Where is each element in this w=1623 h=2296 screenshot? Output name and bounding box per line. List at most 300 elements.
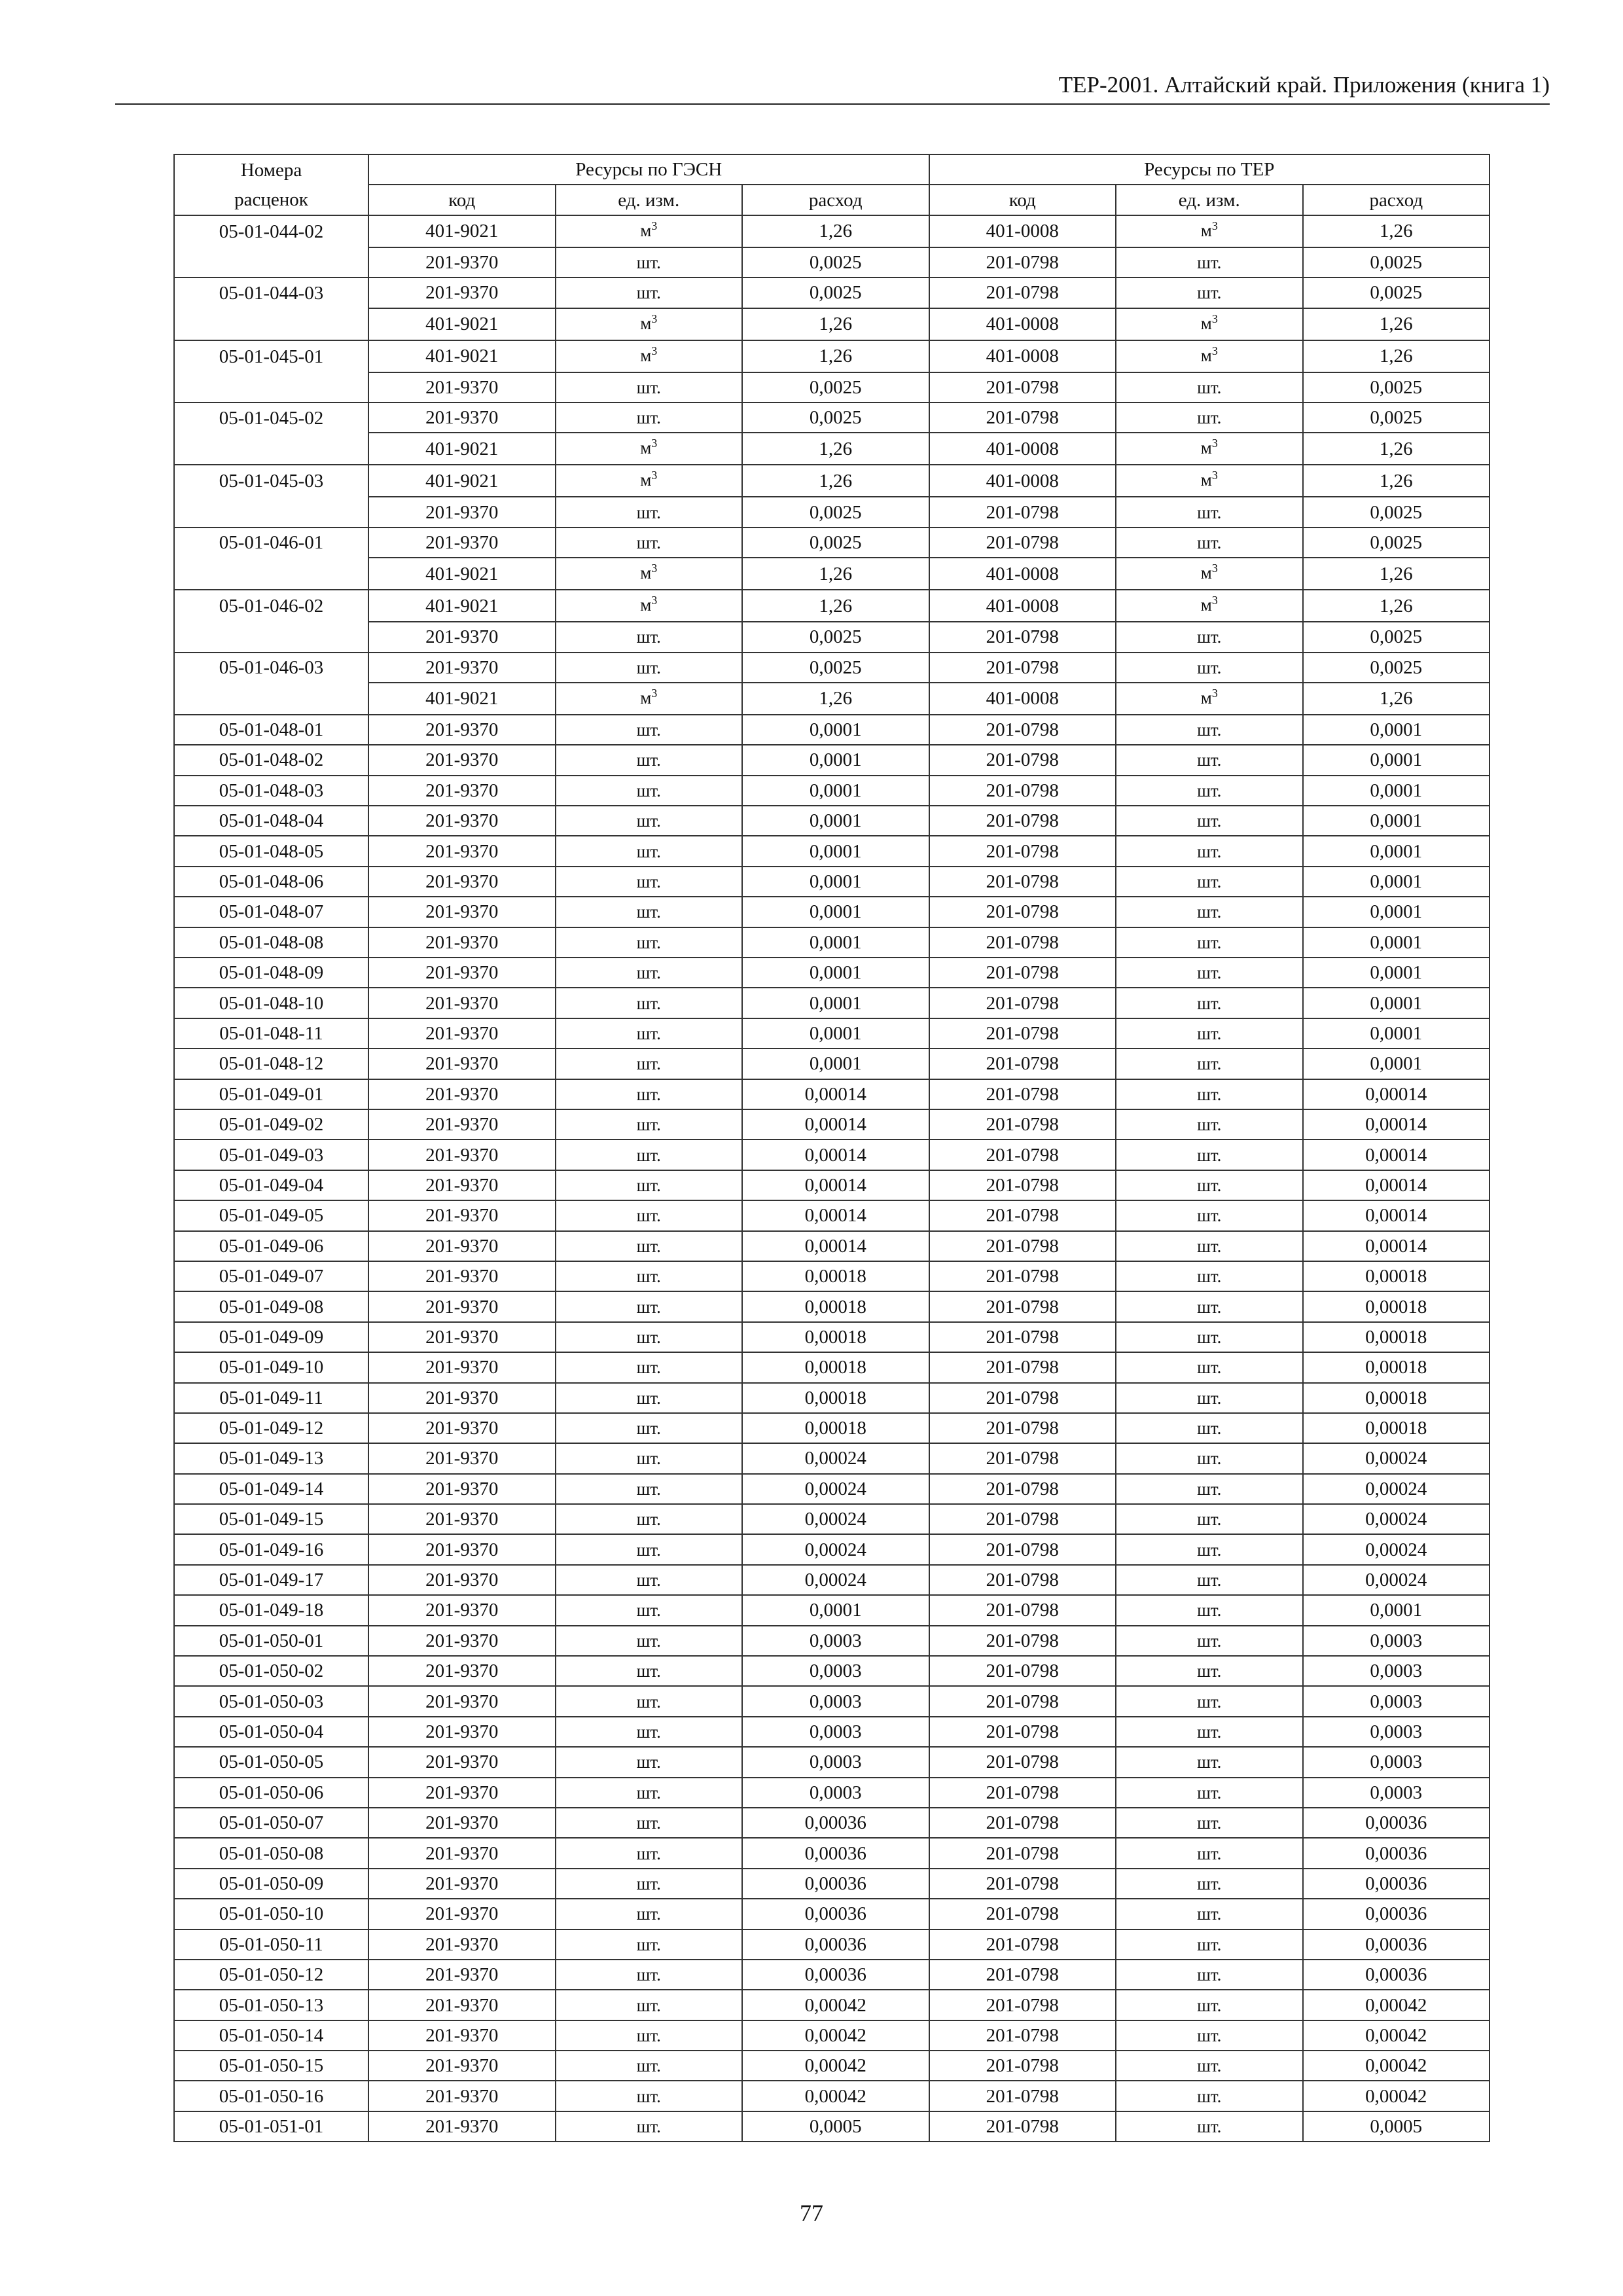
gesn-unit-cell xyxy=(556,867,743,897)
rate-number-cell-text: 05-01-048-07 xyxy=(219,901,324,923)
gesn-unit-cell-text: шт. xyxy=(636,780,661,800)
table-row xyxy=(174,1929,1489,1960)
rate-number-cell-text: 05-01-046-03 xyxy=(219,657,324,679)
gesn-consumption-cell xyxy=(742,1079,929,1109)
gesn-consumption-cell-text: 0,0003 xyxy=(809,1751,862,1773)
gesn-consumption-cell-text: 0,00018 xyxy=(804,1266,866,1287)
gesn-unit-cell xyxy=(556,622,743,652)
gesn-code-cell-text: 201-9370 xyxy=(425,1174,499,1196)
gesn-unit-cell xyxy=(556,403,743,433)
gesn-code-cell-text: 201-9370 xyxy=(425,780,499,801)
gesn-consumption-cell-text: 1,26 xyxy=(819,346,853,367)
rate-number-cell xyxy=(174,745,368,775)
ter-unit-cell xyxy=(1116,1079,1303,1109)
gesn-consumption-cell xyxy=(742,653,929,683)
gesn-consumption-cell-text: 0,00018 xyxy=(804,1296,866,1318)
ter-unit-cell xyxy=(1116,1929,1303,1960)
rate-number-cell-text: 05-01-050-08 xyxy=(219,1842,324,1864)
ter-code-cell xyxy=(929,1291,1116,1321)
ter-code-cell-text: 201-0798 xyxy=(986,501,1059,523)
ter-code-cell-text: 201-0798 xyxy=(986,1782,1059,1803)
table-row xyxy=(174,1656,1489,1686)
gesn-consumption-cell xyxy=(742,590,929,622)
rate-number-cell-text: 05-01-045-01 xyxy=(219,346,324,367)
rate-number-cell xyxy=(174,308,368,340)
ter-code-cell-text: 201-0798 xyxy=(986,2024,1059,2046)
gesn-consumption-cell-text: 0,00036 xyxy=(804,1812,866,1834)
ter-unit-cell-text: шт. xyxy=(1197,811,1222,831)
rate-number-cell-text: 05-01-048-03 xyxy=(219,780,324,801)
ter-unit-cell-text: шт. xyxy=(1197,408,1222,428)
gesn-code-cell xyxy=(368,1109,556,1139)
ter-code-cell-text: 201-0798 xyxy=(986,1387,1059,1408)
gesn-consumption-cell xyxy=(742,1049,929,1079)
ter-code-cell xyxy=(929,1079,1116,1109)
ter-consumption-cell-text: 0,00036 xyxy=(1365,1873,1427,1894)
gesn-code-cell xyxy=(368,988,556,1018)
ter-consumption-cell-text: 0,00036 xyxy=(1365,1964,1427,1986)
gesn-code-cell xyxy=(368,2020,556,2051)
resources-table xyxy=(173,154,1490,2142)
gesn-code-cell-text: 201-9370 xyxy=(425,1387,499,1408)
gesn-code-cell xyxy=(368,1656,556,1686)
rate-number-cell-text: 05-01-044-02 xyxy=(219,221,324,242)
ter-consumption-cell-text: 1,26 xyxy=(1379,595,1413,617)
gesn-code-cell-text: 201-9370 xyxy=(425,1205,499,1227)
rate-number-cell xyxy=(174,1413,368,1443)
rate-number-cell-text: 05-01-049-11 xyxy=(219,1387,323,1408)
ter-unit-cell-text: м xyxy=(1200,313,1212,333)
ter-unit-cell xyxy=(1116,1899,1303,1929)
ter-unit-cell-text: шт. xyxy=(1197,902,1222,922)
rate-number-cell xyxy=(174,653,368,683)
table-row xyxy=(174,1079,1489,1109)
header-row-groups xyxy=(174,154,1489,185)
ter-consumption-cell-text: 0,00018 xyxy=(1365,1296,1427,1318)
gesn-code-cell xyxy=(368,433,556,465)
gesn-code-cell xyxy=(368,1504,556,1534)
ter-code-cell-text: 401-0008 xyxy=(986,346,1059,367)
ter-unit-cell xyxy=(1116,1322,1303,1352)
gesn-consumption-cell xyxy=(742,1200,929,1230)
gesn-code-cell xyxy=(368,465,556,497)
gesn-consumption-cell xyxy=(742,1504,929,1534)
unit-exponent: 3 xyxy=(651,686,658,700)
gesn-code-cell xyxy=(368,1990,556,2020)
table-row xyxy=(174,1869,1489,1899)
rate-number-cell xyxy=(174,1626,368,1656)
ter-unit-cell-text: шт. xyxy=(1197,1934,1222,1954)
ter-unit-cell xyxy=(1116,897,1303,927)
rate-number-cell xyxy=(174,1534,368,1564)
ter-code-cell-text: 201-0798 xyxy=(986,1873,1059,1894)
gesn-code-cell-text: 401-9021 xyxy=(425,470,499,492)
table-row xyxy=(174,622,1489,652)
gesn-code-cell xyxy=(368,497,556,527)
ter-consumption-cell xyxy=(1303,2081,1490,2111)
ter-code-cell xyxy=(929,1656,1116,1686)
running-header-title: ТЕР-2001. Алтайский край. Приложения (книга 1) xyxy=(1058,72,1550,98)
gesn-unit-cell xyxy=(556,897,743,927)
ter-unit-cell-text: шт. xyxy=(1197,1145,1222,1165)
gesn-code-cell-text: 201-9370 xyxy=(425,962,499,984)
ter-code-cell xyxy=(929,1018,1116,1049)
gesn-code-cell xyxy=(368,622,556,652)
rate-number-cell xyxy=(174,867,368,897)
gesn-consumption-cell-text: 0,00014 xyxy=(804,1083,866,1105)
ter-code-cell-text: 201-0798 xyxy=(986,1478,1059,1499)
ter-code-cell-text: 201-0798 xyxy=(986,2055,1059,2077)
ter-consumption-cell-text: 0,00024 xyxy=(1365,1539,1427,1560)
ter-code-cell xyxy=(929,1686,1116,1716)
gesn-code-cell xyxy=(368,715,556,745)
table-row xyxy=(174,683,1489,715)
ter-consumption-cell xyxy=(1303,1413,1490,1443)
ter-code-cell-text: 201-0798 xyxy=(986,840,1059,862)
ter-code-cell xyxy=(929,497,1116,527)
gesn-unit-cell xyxy=(556,1079,743,1109)
rate-number-cell-text: 05-01-049-17 xyxy=(219,1570,324,1591)
table-row xyxy=(174,836,1489,866)
ter-consumption-cell-text: 1,26 xyxy=(1379,563,1413,584)
ter-code-cell-text: 201-0798 xyxy=(986,1266,1059,1287)
rate-number-cell-text: 05-01-048-12 xyxy=(219,1053,324,1075)
gesn-unit-cell xyxy=(556,1990,743,2020)
gesn-unit-cell-text: шт. xyxy=(636,720,661,740)
table-row xyxy=(174,1747,1489,1777)
ter-code-cell-text: 201-0798 xyxy=(986,1570,1059,1591)
gesn-consumption-cell xyxy=(742,433,929,465)
ter-unit-cell-text: м xyxy=(1200,563,1212,583)
gesn-unit-cell xyxy=(556,1686,743,1716)
unit-exponent: 3 xyxy=(651,344,658,357)
gesn-code-cell xyxy=(368,1474,556,1504)
gesn-unit-cell-text: шт. xyxy=(636,1236,661,1256)
rate-number-cell-text: 05-01-049-10 xyxy=(219,1357,324,1378)
ter-unit-cell-text: шт. xyxy=(1197,2086,1222,2106)
gesn-code-cell-text: 201-9370 xyxy=(425,1721,499,1742)
table-row xyxy=(174,1170,1489,1200)
gesn-unit-cell xyxy=(556,1717,743,1747)
gesn-consumption-cell xyxy=(742,988,929,1018)
gesn-consumption-cell-text: 0,0001 xyxy=(809,962,862,984)
ter-code-cell xyxy=(929,308,1116,340)
rate-number-cell xyxy=(174,927,368,958)
ter-consumption-cell xyxy=(1303,1139,1490,1170)
table-row xyxy=(174,2020,1489,2051)
rate-number-cell xyxy=(174,497,368,527)
rate-number-cell xyxy=(174,215,368,247)
ter-code-cell xyxy=(929,215,1116,247)
gesn-unit-cell-text: шт. xyxy=(636,1752,661,1772)
gesn-unit-cell xyxy=(556,247,743,278)
table-row xyxy=(174,403,1489,433)
ter-code-cell xyxy=(929,2051,1116,2081)
rate-number-cell-text: 05-01-046-01 xyxy=(219,532,324,554)
gesn-code-cell-text: 201-9370 xyxy=(425,1235,499,1257)
ter-code-cell xyxy=(929,1899,1116,1929)
gesn-code-cell xyxy=(368,1960,556,1990)
table-row xyxy=(174,2051,1489,2081)
gesn-code-cell-text: 201-9370 xyxy=(425,656,499,678)
gesn-unit-cell-text: шт. xyxy=(636,1661,661,1681)
gesn-code-cell-text: 201-9370 xyxy=(425,1539,499,1560)
gesn-consumption-cell-text: 0,00036 xyxy=(804,1873,866,1894)
gesn-consumption-cell-text: 0,0025 xyxy=(809,251,862,273)
table-row xyxy=(174,1565,1489,1595)
gesn-code-cell xyxy=(368,528,556,558)
ter-consumption-cell xyxy=(1303,867,1490,897)
gesn-consumption-cell-text: 0,0001 xyxy=(809,901,862,923)
rate-number-cell xyxy=(174,1778,368,1808)
gesn-code-cell xyxy=(368,1626,556,1656)
ter-consumption-cell-text: 0,00018 xyxy=(1365,1326,1427,1348)
ter-consumption-cell xyxy=(1303,1352,1490,1382)
gesn-unit-cell-text: шт. xyxy=(636,1509,661,1530)
ter-unit-cell-text: м xyxy=(1200,345,1212,365)
gesn-code-cell-text: 201-9370 xyxy=(425,1873,499,1894)
gesn-consumption-cell-text: 0,00014 xyxy=(804,1174,866,1196)
gesn-unit-cell xyxy=(556,1170,743,1200)
rate-number-cell-text: 05-01-046-02 xyxy=(219,596,324,617)
ter-consumption-cell-text: 0,0003 xyxy=(1370,1691,1423,1712)
ter-consumption-cell xyxy=(1303,372,1490,403)
ter-code-cell xyxy=(929,1352,1116,1382)
unit-exponent: 3 xyxy=(651,594,658,607)
ter-unit-cell xyxy=(1116,433,1303,465)
ter-code-cell xyxy=(929,528,1116,558)
header-rule xyxy=(115,103,1550,105)
gesn-code-cell xyxy=(368,372,556,403)
ter-code-cell-text: 201-0798 xyxy=(986,901,1059,923)
ter-unit-cell-text: шт. xyxy=(1197,657,1222,677)
gesn-consumption-cell xyxy=(742,1139,929,1170)
ter-unit-cell-text: шт. xyxy=(1197,1236,1222,1256)
ter-consumption-cell-text: 0,00014 xyxy=(1365,1235,1427,1257)
ter-unit-cell-text: шт. xyxy=(1197,1843,1222,1863)
rate-number-cell-text: 05-01-048-02 xyxy=(219,749,324,771)
gesn-unit-cell-text: шт. xyxy=(636,1297,661,1317)
ter-unit-cell xyxy=(1116,1109,1303,1139)
ter-unit-cell-text: шт. xyxy=(1197,993,1222,1013)
gesn-code-cell-text: 201-9370 xyxy=(425,1600,499,1621)
ter-consumption-cell-text: 0,0025 xyxy=(1370,626,1423,648)
unit-exponent: 3 xyxy=(1211,562,1218,575)
ter-consumption-cell-text: 0,0025 xyxy=(1370,656,1423,678)
gesn-consumption-cell xyxy=(742,1717,929,1747)
unit-exponent: 3 xyxy=(1211,594,1218,607)
gesn-unit-cell xyxy=(556,1929,743,1960)
unit-exponent: 3 xyxy=(1211,344,1218,357)
rate-number-cell xyxy=(174,403,368,433)
gesn-code-cell-text: 201-9370 xyxy=(425,251,499,273)
gesn-code-cell-text: 201-9370 xyxy=(425,626,499,648)
ter-code-cell xyxy=(929,1990,1116,2020)
rate-number-cell xyxy=(174,247,368,278)
ter-code-cell xyxy=(929,1869,1116,1899)
ter-unit-cell xyxy=(1116,776,1303,806)
ter-unit-cell-text: м xyxy=(1200,438,1212,458)
ter-unit-cell-text: шт. xyxy=(1197,252,1222,272)
rate-number-cell xyxy=(174,1565,368,1595)
table-row xyxy=(174,653,1489,683)
gesn-consumption-cell-text: 1,26 xyxy=(819,470,853,492)
ter-consumption-cell-text: 0,00014 xyxy=(1365,1144,1427,1166)
gesn-unit-cell-text: м xyxy=(640,220,652,240)
gesn-code-cell xyxy=(368,806,556,836)
gesn-code-cell xyxy=(368,1899,556,1929)
rate-number-cell xyxy=(174,1929,368,1960)
ter-consumption-cell xyxy=(1303,622,1490,652)
ter-unit-cell xyxy=(1116,1443,1303,1473)
ter-unit-cell xyxy=(1116,528,1303,558)
ter-unit-cell-text: шт. xyxy=(1197,1873,1222,1893)
unit-exponent: 3 xyxy=(1211,219,1218,232)
rate-number-cell xyxy=(174,1109,368,1139)
ter-code-cell-text: 201-0798 xyxy=(986,1114,1059,1136)
gesn-consumption-cell xyxy=(742,958,929,988)
table-row xyxy=(174,308,1489,340)
gesn-unit-cell-text: шт. xyxy=(636,1175,661,1195)
gesn-code-cell xyxy=(368,1079,556,1109)
ter-code-cell xyxy=(929,1595,1116,1625)
ter-unit-cell-text: шт. xyxy=(1197,502,1222,522)
ter-code-cell-text: 201-0798 xyxy=(986,871,1059,893)
gesn-code-cell-text: 401-9021 xyxy=(425,314,499,335)
ter-code-cell xyxy=(929,776,1116,806)
rate-number-cell xyxy=(174,958,368,988)
gesn-consumption-cell xyxy=(742,867,929,897)
ter-unit-cell-text: шт. xyxy=(1197,1175,1222,1195)
ter-unit-cell xyxy=(1116,683,1303,715)
ter-code-cell xyxy=(929,958,1116,988)
ter-unit-cell xyxy=(1116,1474,1303,1504)
ter-code-cell xyxy=(929,897,1116,927)
rate-number-cell-text: 05-01-048-05 xyxy=(219,840,324,862)
ter-consumption-cell-text: 0,00018 xyxy=(1365,1418,1427,1439)
ter-unit-cell xyxy=(1116,1139,1303,1170)
ter-code-cell-text: 201-0798 xyxy=(986,1903,1059,1925)
ter-code-cell xyxy=(929,1838,1116,1868)
rate-number-cell xyxy=(174,590,368,622)
ter-code-cell xyxy=(929,988,1116,1018)
gesn-code-cell-text: 201-9370 xyxy=(425,1964,499,1986)
ter-consumption-cell xyxy=(1303,897,1490,927)
gesn-unit-cell-text: м xyxy=(640,470,652,490)
gesn-consumption-cell-text: 0,0001 xyxy=(809,749,862,771)
ter-unit-cell-text: шт. xyxy=(1197,963,1222,983)
rate-number-cell xyxy=(174,1139,368,1170)
rate-number-cell xyxy=(174,806,368,836)
ter-consumption-cell xyxy=(1303,745,1490,775)
ter-unit-cell-text: шт. xyxy=(1197,1084,1222,1104)
gesn-consumption-cell-text: 1,26 xyxy=(819,595,853,617)
rate-number-cell-text: 05-01-051-01 xyxy=(219,2116,324,2138)
gesn-unit-cell-text: шт. xyxy=(636,1873,661,1893)
gesn-consumption-cell-text: 0,0025 xyxy=(809,531,862,553)
gesn-unit-cell xyxy=(556,1595,743,1625)
ter-unit-cell xyxy=(1116,1383,1303,1413)
ter-consumption-cell xyxy=(1303,1291,1490,1321)
ter-unit-cell xyxy=(1116,653,1303,683)
ter-consumption-cell xyxy=(1303,1109,1490,1139)
rate-number-cell-text: 05-01-049-07 xyxy=(219,1266,324,1287)
gesn-consumption-cell xyxy=(742,1929,929,1960)
ter-code-cell-text: 201-0798 xyxy=(986,1812,1059,1834)
rate-number-cell-text: 05-01-048-10 xyxy=(219,992,324,1014)
rate-number-cell-text: 05-01-049-02 xyxy=(219,1114,324,1136)
ter-code-cell xyxy=(929,1565,1116,1595)
rate-number-cell-text: 05-01-050-15 xyxy=(219,2055,324,2077)
ter-consumption-cell xyxy=(1303,1990,1490,2020)
unit-exponent: 3 xyxy=(1211,686,1218,700)
gesn-code-cell-text: 201-9370 xyxy=(425,1053,499,1075)
gesn-consumption-cell xyxy=(742,836,929,866)
gesn-unit-cell-text: шт. xyxy=(636,1630,661,1651)
table-row xyxy=(174,1352,1489,1382)
rate-number-cell xyxy=(174,1049,368,1079)
header-ter-resources: Ресурсы по ТЕР xyxy=(929,154,1490,185)
rate-number-cell xyxy=(174,1079,368,1109)
rate-number-cell xyxy=(174,1899,368,1929)
table-row xyxy=(174,1534,1489,1564)
gesn-unit-cell-text: шт. xyxy=(636,1084,661,1104)
rate-number-cell-text: 05-01-050-03 xyxy=(219,1691,324,1712)
gesn-code-cell xyxy=(368,558,556,590)
ter-unit-cell-text: шт. xyxy=(1197,1600,1222,1621)
ter-consumption-cell xyxy=(1303,1747,1490,1777)
gesn-code-cell xyxy=(368,2051,556,2081)
ter-unit-cell xyxy=(1116,2020,1303,2051)
gesn-unit-cell xyxy=(556,1413,743,1443)
rate-number-cell xyxy=(174,622,368,652)
ter-code-cell xyxy=(929,1808,1116,1838)
ter-consumption-cell-text: 0,0025 xyxy=(1370,282,1423,304)
rate-number-cell-text: 05-01-048-08 xyxy=(219,931,324,953)
ter-consumption-cell-text: 0,00024 xyxy=(1365,1478,1427,1499)
gesn-consumption-cell-text: 0,0025 xyxy=(809,501,862,523)
ter-unit-cell xyxy=(1116,308,1303,340)
ter-unit-cell xyxy=(1116,1200,1303,1230)
gesn-consumption-cell-text: 0,0003 xyxy=(809,1782,862,1803)
ter-unit-cell-text: м xyxy=(1200,687,1212,708)
gesn-consumption-cell-text: 0,00018 xyxy=(804,1418,866,1439)
gesn-consumption-cell xyxy=(742,465,929,497)
ter-unit-cell-text: шт. xyxy=(1197,532,1222,552)
ter-consumption-cell-text: 0,0003 xyxy=(1370,1751,1423,1773)
ter-consumption-cell xyxy=(1303,1929,1490,1960)
gesn-consumption-cell-text: 1,26 xyxy=(819,221,853,242)
gesn-consumption-cell-text: 1,26 xyxy=(819,563,853,584)
ter-consumption-cell-text: 1,26 xyxy=(1379,438,1413,459)
gesn-consumption-cell xyxy=(742,745,929,775)
gesn-consumption-cell-text: 0,0001 xyxy=(809,1023,862,1044)
gesn-consumption-cell xyxy=(742,1383,929,1413)
ter-consumption-cell xyxy=(1303,1231,1490,1261)
ter-consumption-cell-text: 0,00014 xyxy=(1365,1114,1427,1136)
gesn-consumption-cell-text: 0,00042 xyxy=(804,2024,866,2046)
ter-consumption-cell-text: 0,0025 xyxy=(1370,531,1423,553)
ter-unit-cell xyxy=(1116,806,1303,836)
ter-consumption-cell-text: 0,0025 xyxy=(1370,251,1423,273)
gesn-unit-cell xyxy=(556,1109,743,1139)
gesn-consumption-cell xyxy=(742,1443,929,1473)
ter-consumption-cell xyxy=(1303,776,1490,806)
ter-unit-cell-text: м xyxy=(1200,220,1212,240)
rate-number-cell xyxy=(174,1747,368,1777)
gesn-unit-cell xyxy=(556,1352,743,1382)
ter-unit-cell-text: шт. xyxy=(1197,1995,1222,2015)
